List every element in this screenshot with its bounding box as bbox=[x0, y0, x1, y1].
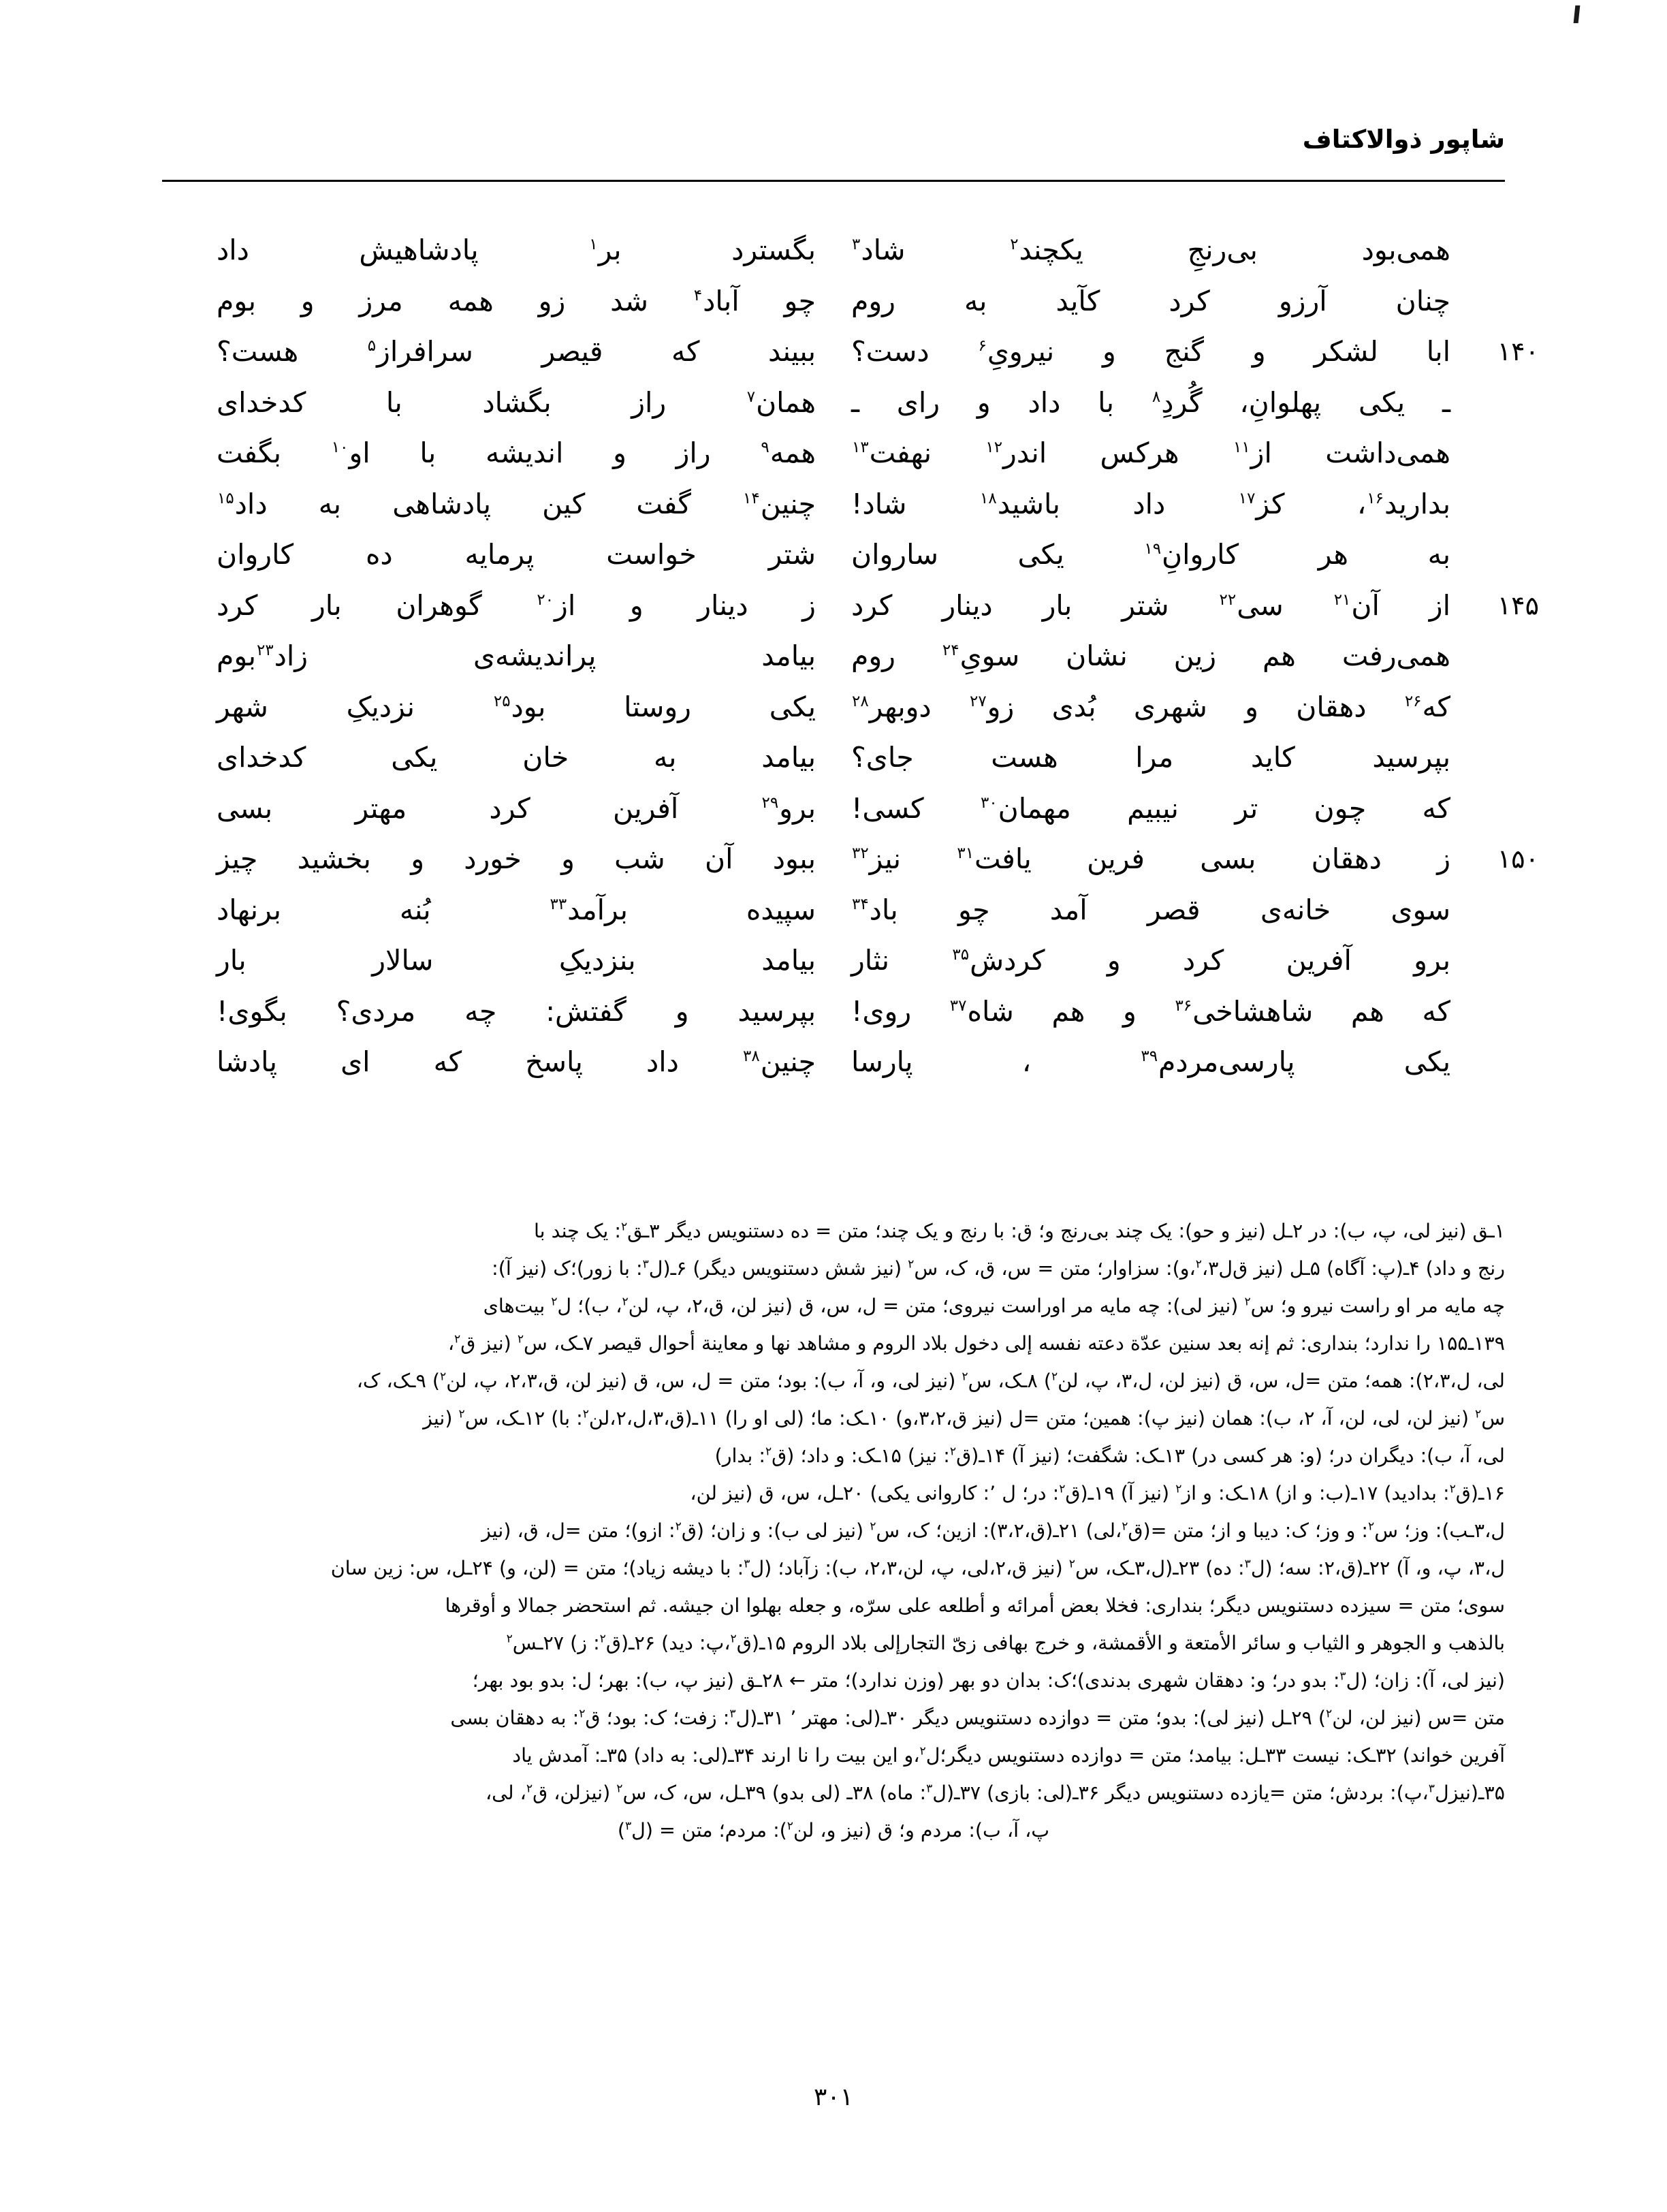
verse-line bbox=[168, 1037, 1499, 1088]
hemistich-first: چنین$^{۳۸}$ داد پاسخ که ای پادشا bbox=[217, 1045, 816, 1078]
apparatus-line: ۳۵ـ(نیزل$^۳$،پ): بردش؛ متن =یازده دستنویس دیگر ۳۶ـ(لی: بازی) ۳۷ـ(ل$^۳$: ماه) ۳۸ـ (لی بدو) ۳۹ـل، س، ک، س$^۲$ (نیزلن، ق$^۲$، لی، bbox=[485, 1782, 1505, 1804]
verse-line bbox=[168, 732, 1499, 783]
verse-number: ۱۵۰ bbox=[1497, 844, 1539, 874]
hemistich-first: ببیند که قیصر سرافراز$^۵$ هست؟ bbox=[217, 335, 816, 368]
hemistich-second: همی‌رفت هم زین نشان سویِ$^{۲۴}$ روم bbox=[851, 639, 1450, 672]
apparatus-line: لی، آ، ب): دیگران در؛ (و: هر کسی در) ۱۳ـک: شگفت؛ (نیز آ) ۱۴ـ(ق$^۲$: نیز) ۱۵ـک: و داد؛ (ق$^۲$: بدار) bbox=[714, 1444, 1505, 1467]
hemistich-second: به هر کاروانِ$^{۱۹}$ یکی ساروان bbox=[851, 538, 1450, 571]
hemistich-first: یکی روستا بود$^{۲۵}$ نزدیکِ شهر bbox=[217, 690, 816, 723]
verse-line bbox=[168, 326, 1539, 377]
hemistich-first: بیامد بنزدیکِ سالار بار bbox=[217, 944, 816, 977]
apparatus-line: ۱۳۹ـ۱۵۵ را ندارد؛ بنداری: ثم إنه بعد سنین عدّة دعته نفسه إلی دخول بلاد الروم و مشاهد نها و معاینة أحوال قیصر ۷ـک، س$^۲$ (نیز ق$^۲$، bbox=[447, 1332, 1505, 1355]
hemistich-first: بپرسید و گفتش: چه مردی؟ بگوی! bbox=[217, 994, 816, 1028]
verse-line bbox=[168, 580, 1539, 631]
hemistich-second: که هم شاهشاخی$^{۳۶}$ و هم شاه$^{۳۷}$ روی! bbox=[851, 994, 1450, 1028]
apparatus-line: پ، آ، ب): مردم و؛ ق (نیز و، لن$^۲$): مردم؛ متن = (ل$^۳$) bbox=[617, 1819, 1050, 1842]
hemistich-first: چو آباد$^۴$ شد زو همه مرز و بوم bbox=[217, 284, 816, 317]
verse-line bbox=[168, 935, 1499, 986]
hemistich-first: بیامد پراندیشه‌ی زاد$^{۲۳}$بوم bbox=[217, 639, 816, 672]
hemistich-first: ز دینار و از$^{۲۰}$ گوهران بار کرد bbox=[217, 588, 816, 622]
verse-number: ۱۴۰ bbox=[1497, 336, 1539, 366]
verse-line bbox=[168, 529, 1499, 580]
running-title: شاپور ذوالاکتاف bbox=[1302, 125, 1505, 154]
apparatus-line: بالذهب و الجوهر و الثیاب و سائر الأمتعة و الأقمشة، و خرج بهافی زیّ التجارإلی بلاد الروم ۱۵ـ(ق$^۲$،پ: دید) ۲۶ـ(ق$^۲$: ز) ۲۷ـس$^۲$ bbox=[506, 1632, 1505, 1654]
apparatus-line: متن =س (نیز لن، لن$^۲$) ۲۹ـل (نیز لی): بدو؛ متن = دوازده دستنویس دیگر ۳۰ـ(لی: مهتر ٬ ۳۱ـ(ل$^۳$: زفت؛ ک: بود؛ ق$^۲$: به دهقان بسی bbox=[450, 1707, 1505, 1729]
verse-number: ۱۴۵ bbox=[1497, 590, 1539, 620]
verse-line bbox=[168, 986, 1499, 1037]
verse-line bbox=[168, 479, 1499, 530]
hemistich-second: ـ یکی پهلوانِ، گُردِ$^۸$ با داد و رای ـ bbox=[851, 385, 1450, 419]
apparatus-line: ۱۶ـ(ق$^۲$: بدادید) ۱۷ـ(ب: و از) ۱۸ـک: و از$^۲$ (نیز آ) ۱۹ـ(ق$^۲$: در؛ ل ٬: کاروانی یکی) ۲۰ـل، س، ق (نیز لن، bbox=[690, 1482, 1505, 1504]
verse-line bbox=[168, 428, 1499, 479]
hemistich-first: بگسترد بر$^۱$ پادشاهیش داد bbox=[217, 234, 816, 266]
hemistich-first: بیامد به خان یکی کدخدای bbox=[217, 741, 816, 774]
verse-line bbox=[168, 276, 1499, 327]
verse-line bbox=[168, 885, 1499, 936]
apparatus-line: ل،۳، پ، و، آ) ۲۲ـ(ق،۲: سه؛ (ل$^۳$: ده) ۲۳ـ(ل،۳ـک، س$^۲$ (نیز ق،۲،لی، پ، لن،۲،۳، ب): زآباد؛ (ل$^۳$: با دیشه زیاد)؛ متن = (لن، و) ۲۴ـل، س: زین سان bbox=[330, 1557, 1505, 1579]
verse-block bbox=[168, 225, 1539, 1088]
apparatus-line: (نیز لی، آ): زان؛ (ل$^۳$: بدو در؛ و: دهقان شهری بدندی)؛ک: بدان دو بهر (وزن ندارد)؛ متر ← ۲۸ـق (نیز پ، ب): بهر؛ ل: بدو بود بهر؛ bbox=[472, 1669, 1505, 1692]
hemistich-second: که چون تر نیبیم مهمان$^{۳۰}$ کسی! bbox=[851, 791, 1450, 825]
critical-apparatus bbox=[162, 1212, 1505, 1849]
verse-line bbox=[168, 225, 1499, 276]
hemistich-first: همان$^۷$ راز بگشاد با کدخدای bbox=[217, 385, 816, 419]
hemistich-second: چنان آرزو کرد کآید به روم bbox=[851, 284, 1450, 317]
verse-line bbox=[168, 377, 1499, 428]
apparatus-line: چه مایه مر او راست نیرو و؛ س$^۲$ (نیز لی): چه مایه مر اوراست نیروی؛ متن = ل، س، ق (نیز لن، ق،۲، پ، لن$^۲$، ب)؛ ل$^۲$ بیت‌های bbox=[483, 1295, 1505, 1317]
hemistich-first: چنین$^{۱۴}$ گفت کین پادشاهی به داد$^{۱۵}$ bbox=[217, 487, 816, 520]
page-header bbox=[162, 127, 1505, 192]
hemistich-first: سپیده برآمد$^{۳۳}$ بُنه برنهاد bbox=[217, 893, 816, 926]
apparatus-line: رنج و داد) ۴ـ(پ: آگاه) ۵ـل (نیز ق‌ل$^۲$،۳،و): سزاوار؛ متن = س، ق، ک، س$^۲$ (نیز شش دستنویس دیگر) ۶ـ(ل$^۳$: با زور)؛ک (نیز آ): bbox=[492, 1257, 1505, 1280]
apparatus-line: آفرین خواند) ۳۲ـک: نیست ۳۳ـل: بیامد؛ متن = دوازده دستنویس دیگر؛ل$^۲$،و این بیت را نا ارند ۳۴ـ(لی: به داد) ۳۵ـ: آمدش یاد bbox=[512, 1744, 1505, 1767]
hemistich-second: ز دهقان بسی فرین یافت$^{۳۱}$ نیز$^{۳۲}$ bbox=[852, 842, 1450, 875]
hemistich-first: همه$^۹$ راز و اندیشه با او$^{۱۰}$ بگفت bbox=[217, 437, 816, 469]
verse-line bbox=[168, 631, 1499, 682]
hemistich-second: بپرسید کاید مرا هست جای؟ bbox=[851, 741, 1450, 774]
hemistich-second: که$^{۲۶}$ دهقان و شهری بُدی زو$^{۲۷}$ دوبهر$^{۲۸}$ bbox=[852, 690, 1450, 723]
header-rule-divider bbox=[162, 180, 1505, 182]
hemistich-second: همی‌بود بی‌رنجِ یکچند$^۲$ شاد$^۳$ bbox=[852, 234, 1451, 266]
verse-line bbox=[168, 783, 1499, 834]
verse-line bbox=[168, 834, 1539, 885]
hemistich-second: ابا لشکر و گنج و نیرویِ$^۶$ دست؟ bbox=[851, 335, 1450, 368]
hemistich-first: برو$^{۲۹}$ آفرین کرد مهتر بسی bbox=[217, 791, 816, 825]
apparatus-line: لی، ل،۲،۳): همه؛ متن =ل، س، ق (نیز لن، ل،۳، پ، لن$^۲$) ۸ـک، س$^۲$ (نیز لی، و، آ، ب): بود؛ متن = ل، س، ق (نیز لن، ق،۲،۳، پ، لن$^۲$) ۹ـک، ک، bbox=[356, 1370, 1505, 1392]
hemistich-first: شتر خواست پرمایه ده کاروان bbox=[217, 538, 816, 571]
hemistich-second: برو آفرین کرد و کردش$^{۳۵}$ نثار bbox=[851, 944, 1451, 977]
apparatus-line: ل،۳ـب): وز؛ س$^۲$: و وز؛ ک: دیبا و از؛ متن =(ق$^۲$،لی) ۲۱ـ(ق،۳،۲): ازین؛ ک، س$^۲$ (نیز لی ب): و زان؛ (ق$^۲$: ازو)؛ متن =ل، ق، (نیز bbox=[481, 1519, 1505, 1542]
page-number: ۳۰۱ bbox=[813, 2083, 853, 2111]
apparatus-line: سوی؛ متن = سیزده دستنویس دیگر؛ بنداری: فخلا بعض أمرائه و أطلعه علی سرّه، و جعله بهلوا ان جیشه. ثم استحضر جمالا و أوقرها bbox=[445, 1594, 1505, 1617]
hemistich-first: ببود آن شب و خورد و بخشید چیز bbox=[217, 842, 816, 875]
hemistich-second: همی‌داشت از$^{۱۱}$ هرکس اندر$^{۱۲}$ نهفت$^{۱۳}$ bbox=[852, 437, 1450, 469]
hemistich-second: بدارید$^{۱۶}$، کز$^{۱۷}$ داد باشید$^{۱۸}$ شاد! bbox=[851, 487, 1450, 520]
hemistich-second: سوی خانه‌ی قصر آمد چو باد$^{۳۴}$ bbox=[852, 893, 1450, 926]
verse-line bbox=[168, 682, 1499, 733]
hemistich-second: یکی پارسی‌مردم$^{۳۹}$ ، پارسا bbox=[851, 1045, 1450, 1078]
apparatus-line: س$^۲$ (نیز لن، لی، لن، آ، ۲، ب): همان (نیز پ): همین؛ متن =ل (نیز ق،۳،۲،و) ۱۰ـک: ما؛ (لی او را) ۱۱ـ(ق،۳،ل،۲،لن$^۲$: با) ۱۲ـک، س$^۲$ (نیز bbox=[423, 1407, 1505, 1429]
apparatus-line: ۱ـق (نیز لی، پ، ب): در ۲ـل (نیز و حو): یک چند بی‌رنج و؛ ق: با رنج و یک چند؛ متن ‌= ده دستنویس دیگر ۳ـق$^۲$: یک چند با bbox=[533, 1220, 1505, 1242]
hemistich-second: از آن$^{۲۱}$ سی$^{۲۲}$ شتر بار دینار کرد bbox=[851, 588, 1450, 622]
scan-artifact-speck bbox=[1574, 5, 1581, 23]
